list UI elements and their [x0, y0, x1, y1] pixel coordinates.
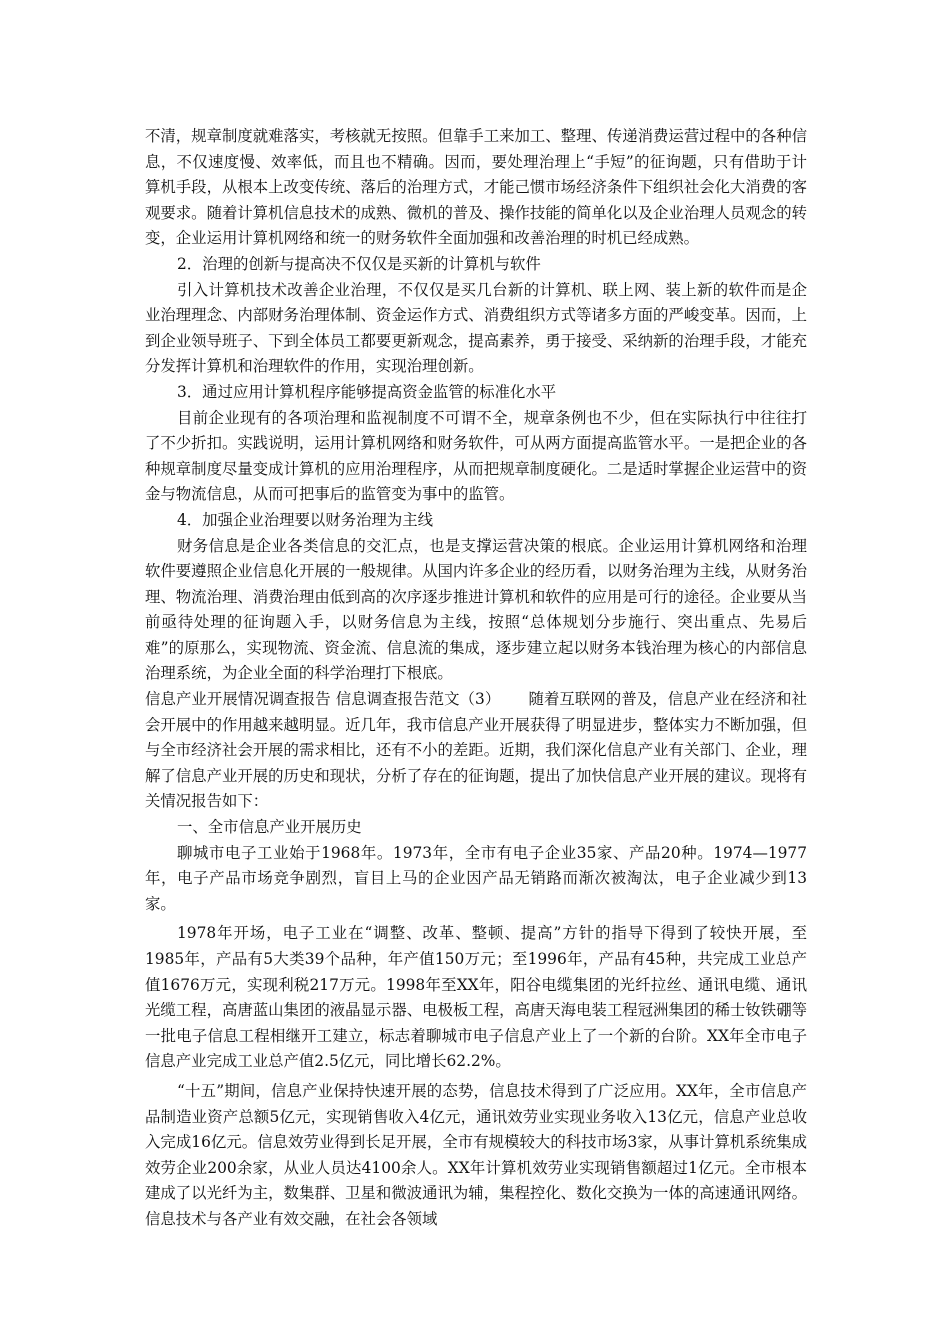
paragraph-finance: 财务信息是企业各类信息的交汇点，也是支撑运营决策的根底。企业运用计算机网络和治理软件要遵照企业信息化开展的一般规律。从国内许多企业的经历看，以财务治理为主线，从财务治理、物流治理、消费治理由低到高的次序逐步推进计算机和软件的应用是可行的途径。企业要从当前亟待处理的征询题入手，以财务信息为主线，按照“总体规划分步施行、突出重点、先易后难”的原那么，实现物流、资金流、信息流的集成，逐步建立起以财务本钱治理为核心的内部信息治理系统，为企业全面的科学治理打下根底。: [145, 536, 807, 683]
report-title: 信息产业开展情况调查报告 信息调查报告范文（3）: [145, 690, 501, 709]
section-heading: 一、全市信息产业开展历史: [177, 818, 362, 837]
paragraph-continuation: 不清，规章制度就难落实，考核就无按照。但靠手工来加工、整理、传递消费运营过程中的各种信息，不仅速度慢、效率低，而且也不精确。因而，要处理治理上“手短”的征询题，只有借助于计算机手段，从根本上改变传统、落后的治理方式，才能己惯市场经济条件下组织社会化大消费的客观要求。随着计算机信息技术的成熟、微机的普及、操作技能的简单化以及企业治理人员观念的转变，企业运用计算机网络和统一的财务软件全面加强和改善治理的时机已经成熟。: [145, 127, 807, 248]
history-paragraph-2: 1978年开场，电子工业在“调整、改革、整顿、提高”方针的指导下得到了较快开展，至1985年，产品有5大类39个品种，年产值150万元；至1996年，产品有45种，共完成工业总产值1676万元，实现利税217万元。1998年至XX年，阳谷电缆集团的光纤拉丝、通讯电缆、通讯光缆工程，高唐蓝山集团的液晶显示器、电极板工程，高唐天海电装工程冠洲集团的稀士钕铁硼等一批电子信息工程相继开工建立，标志着聊城市电子信息产业上了一个新的台阶。XX年全市电子信息产业完成工业总产值2.5亿元，同比增长62.2%。: [145, 924, 807, 1071]
paragraph-innovation: 引入计算机技术改善企业治理，不仅仅是买几台新的计算机、联上网、装上新的软件而是企业治理理念、内部财务治理体制、资金运作方式、消费组织方式等诸多方面的严峻变革。因而，上到企业领导班子、下到全体员工都要更新观念，提高素养，勇于接受、采纳新的治理手段，才能充分发挥计算机和治理软件的作用，实现治理创新。: [145, 280, 807, 376]
subheading-3: 3．通过应用计算机程序能够提高资金监管的标准化水平: [177, 382, 557, 401]
history-paragraph-3: “十五”期间，信息产业保持快速开展的态势，信息技术得到了广泛应用。XX年，全市信息产品制造业资产总额5亿元，实现销售收入4亿元，通讯效劳业实现业务收入13亿元，信息产业总收入完成16亿元。信息效劳业得到长足开展，全市有规模较大的科技市场3家，从事计算机系统集成效劳企业200余家，从业人员达4100余人。XX年计算机效劳业实现销售额超过1亿元。全市根本建成了以光纤为主，数集群、卫星和微波通讯为辅，集程控化、数化交换为一体的高速通讯网络。信息技术与各产业有效交融，在社会各领域: [145, 1081, 807, 1228]
history-paragraph-1: 聊城市电子工业始于1968年。1973年，全市有电子企业35家、产品20种。1974—1977年，电子产品市场竞争剧烈，盲目上马的企业因产品无销路而渐次被淘汰，电子企业减少到13家。: [145, 843, 807, 913]
document-page: [145, 124, 807, 1233]
paragraph-supervision: 目前企业现有的各项治理和监视制度不可谓不全，规章条例也不少，但在实际执行中往往打了不少折扣。实践说明，运用计算机网络和财务软件，可从两方面提高监管水平。一是把企业的各种规章制度尽量变成计算机的应用治理程序，从而把规章制度硬化。二是适时掌握企业运营中的资金与物流信息，从而可把事后的监管变为事中的监管。: [145, 408, 807, 504]
subheading-2: 2．治理的创新与提高决不仅仅是买新的计算机与软件: [177, 254, 541, 273]
report-block: [145, 687, 807, 815]
report-intro: 随着互联网的普及，信息产业在经济和社会开展中的作用越来越明显。近几年，我市信息产业开展获得了明显进步，整体实力不断加强，但与全市经济社会开展的需求相比，还有不小的差距。近期，我们深化信息产业有关部门、企业，理解了信息产业开展的历史和现状，分析了存在的征询题，提出了加快信息产业开展的建议。现将有关情况报告如下：: [145, 690, 807, 811]
subheading-4: 4．加强企业治理要以财务治理为主线: [177, 510, 434, 529]
